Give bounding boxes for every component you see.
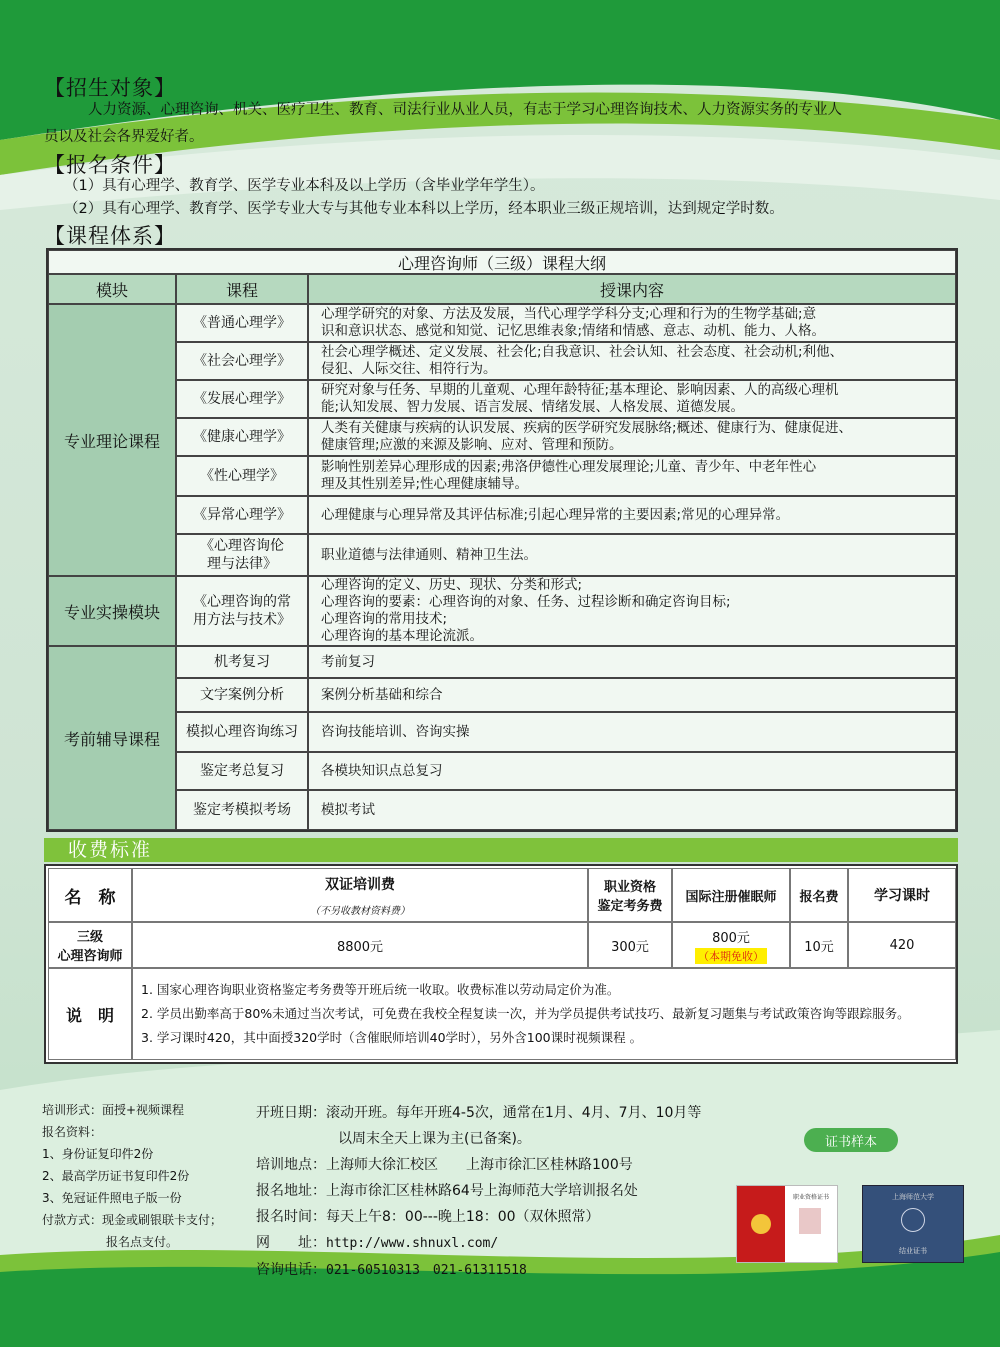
material-3: 3、免冠证件照电子版一份 bbox=[42, 1191, 182, 1205]
curriculum-table-title: 心理咨询师（三级）课程大纲 bbox=[48, 250, 956, 274]
material-2: 2、最高学历证书复印件2份 bbox=[42, 1169, 190, 1183]
enrollment-text-line-1: 人力资源、心理咨询、机关、医疗卫生、教育、司法行业从业人员，有志于学习心理咨询技术、人力资源实务的专业人 bbox=[88, 102, 842, 118]
certificate-sample-label: 证书样本 bbox=[804, 1128, 898, 1152]
content-counseling-ethics-law: 职业道德与法律通则、精神卫生法。 bbox=[308, 534, 956, 576]
payment-method-2: 报名点支付。 bbox=[106, 1235, 179, 1249]
course-final-review: 鉴定考总复习 bbox=[176, 752, 308, 790]
training-format: 培训形式：面授+视频课程 bbox=[42, 1103, 185, 1117]
training-place-value: 上海师大徐汇校区 上海市徐汇区桂林路100号 bbox=[326, 1157, 633, 1173]
start-date-label: 开班日期： bbox=[256, 1105, 326, 1121]
start-date-value: 滚动开班。每年开班4-5次，通常在1月、4月、7月、10月等 bbox=[326, 1105, 702, 1121]
fees-heading: 收费标准 bbox=[68, 839, 153, 861]
fees-table bbox=[44, 864, 958, 1064]
fee-hypnotherapist-value: 800元 （本期免收） bbox=[672, 922, 790, 968]
fee-header-hours: 学习课时 bbox=[848, 868, 956, 922]
content-abnormal-psychology: 心理健康与心理异常及其评估标准;引起心理异常的主要因素;常见的心理异常。 bbox=[308, 496, 956, 534]
requirement-item-1: （1）具有心理学、教育学、医学专业本科及以上学历（含毕业学年学生）。 bbox=[64, 178, 545, 194]
course-social-psychology: 《社会心理学》 bbox=[176, 342, 308, 380]
fee-note-3: 3. 学习课时420，其中面授320学时（含催眠师培训40学时），另外含100课时视频课程 。 bbox=[141, 1030, 643, 1045]
fee-notes-label: 说 明 bbox=[48, 968, 132, 1060]
fee-row-name: 三级 心理咨询师 bbox=[48, 922, 132, 968]
curriculum-heading: 【课程体系】 bbox=[44, 224, 176, 248]
fees-heading-band bbox=[44, 838, 958, 862]
content-counseling-methods: 心理咨询的定义、历史、现状、分类和形式; 心理咨询的要素：心理咨询的对象、任务、过程诊断和确定咨询目标; 心理咨询的常用技术; 心理咨询的基本理论流派。 bbox=[308, 576, 956, 646]
content-general-psychology: 心理学研究的对象、方法及发展，当代心理学学科分支;心理和行为的生物学基础;意 识和意识状态、感觉和知觉、记忆思维表象;情绪和情感、意志、动机、能力、人格。 bbox=[308, 304, 956, 342]
material-1: 1、身份证复印件2份 bbox=[42, 1147, 154, 1161]
course-abnormal-psychology: 《异常心理学》 bbox=[176, 496, 308, 534]
fee-note-1: 1. 国家心理咨询职业资格鉴定考务费等开班后统一收取。收费标准以劳动局定价为准。 bbox=[141, 982, 620, 997]
fee-training-value: 8800元 bbox=[132, 922, 588, 968]
signup-address-value: 上海市徐汇区桂林路64号上海师范大学培训报名处 bbox=[326, 1183, 638, 1199]
national-emblem-icon bbox=[751, 1214, 771, 1234]
start-date-value-2: 以周末全天上课为主(已备案)。 bbox=[338, 1131, 531, 1147]
content-mock-exam: 模拟考试 bbox=[308, 790, 956, 830]
course-sexual-psychology: 《性心理学》 bbox=[176, 456, 308, 496]
signup-address-label: 报名地址： bbox=[256, 1183, 326, 1199]
content-final-review: 各模块知识点总复习 bbox=[308, 752, 956, 790]
phone-value: 021-60510313 021-61311518 bbox=[326, 1263, 527, 1278]
content-developmental-psychology: 研究对象与任务、早期的儿童观、心理年龄特征;基本理论、影响因素、人的高级心理机 能;认知发展、智力发展、语言发展、情绪发展、人格发展、道德发展。 bbox=[308, 380, 956, 418]
certificate-image-university: 上海师范大学 结业证书 bbox=[862, 1185, 964, 1263]
content-health-psychology: 人类有关健康与疾病的认识发展、疾病的医学研究发展脉络;概述、健康行为、健康促进、 健康管理;应激的来源及影响、应对、管理和预防。 bbox=[308, 418, 956, 456]
module-professional-theory: 专业理论课程 bbox=[48, 304, 176, 576]
content-computer-exam-review: 考前复习 bbox=[308, 646, 956, 678]
payment-method: 付款方式：现金或刷银联卡支付； bbox=[42, 1213, 223, 1227]
fee-header-name: 名 称 bbox=[48, 868, 132, 922]
course-health-psychology: 《健康心理学》 bbox=[176, 418, 308, 456]
course-counseling-ethics-law: 《心理咨询伦理与法律》 bbox=[176, 534, 308, 576]
phone-label: 咨询电话： bbox=[256, 1262, 326, 1278]
col-header-course: 课程 bbox=[176, 274, 308, 304]
signup-time-value: 每天上午8：00---晚上18：00（双休照常） bbox=[326, 1209, 600, 1225]
training-place-label: 培训地点： bbox=[256, 1157, 326, 1173]
content-sexual-psychology: 影响性别差异心理形成的因素;弗洛伊德性心理发展理论;儿童、青少年、中老年性心 理及其性别差异;性心理健康辅导。 bbox=[308, 456, 956, 496]
signup-time-label: 报名时间： bbox=[256, 1209, 326, 1225]
fee-header-exam: 职业资格 鉴定考务费 bbox=[588, 868, 672, 922]
fee-note-2: 2. 学员出勤率高于80%未通过当次考试，可免费在我校全程复读一次，并为学员提供考试技巧、最新复习题集与考试政策咨询等跟踪服务。 bbox=[141, 1006, 910, 1021]
university-seal-icon bbox=[901, 1208, 925, 1232]
course-mock-exam: 鉴定考模拟考场 bbox=[176, 790, 308, 830]
fee-header-signup: 报名费 bbox=[790, 868, 848, 922]
fee-signup-value: 10元 bbox=[790, 922, 848, 968]
content-mock-counseling: 咨询技能培训、咨询实操 bbox=[308, 712, 956, 752]
website-link[interactable]: http://www.shnuxl.com/ bbox=[326, 1236, 499, 1251]
course-developmental-psychology: 《发展心理学》 bbox=[176, 380, 308, 418]
fee-header-hypnotherapist: 国际注册催眠师 bbox=[672, 868, 790, 922]
free-badge: （本期免收） bbox=[695, 948, 767, 964]
col-header-module: 模块 bbox=[48, 274, 176, 304]
course-mock-counseling: 模拟心理咨询练习 bbox=[176, 712, 308, 752]
course-counseling-methods: 《心理咨询的常用方法与技术》 bbox=[176, 576, 308, 646]
materials-label: 报名资料： bbox=[42, 1125, 103, 1139]
fee-header-training: 双证培训费 （不另收教材资料费） bbox=[132, 868, 588, 922]
fee-notes bbox=[132, 968, 956, 1060]
course-general-psychology: 《普通心理学》 bbox=[176, 304, 308, 342]
course-computer-exam-review: 机考复习 bbox=[176, 646, 308, 678]
module-professional-practice: 专业实操模块 bbox=[48, 576, 176, 646]
photo-placeholder bbox=[799, 1208, 821, 1234]
content-case-analysis: 案例分析基础和综合 bbox=[308, 678, 956, 712]
fee-exam-value: 300元 bbox=[588, 922, 672, 968]
course-case-analysis: 文字案例分析 bbox=[176, 678, 308, 712]
module-exam-prep: 考前辅导课程 bbox=[48, 646, 176, 830]
col-header-content: 授课内容 bbox=[308, 274, 956, 304]
enrollment-text-line-2: 员以及社会各界爱好者。 bbox=[44, 129, 204, 145]
content-social-psychology: 社会心理学概述、定义发展、社会化;自我意识、社会认知、社会态度、社会动机;利他、 侵犯、人际交往、相符行为。 bbox=[308, 342, 956, 380]
enrollment-heading: 【招生对象】 bbox=[44, 76, 176, 100]
footer-contact-info bbox=[256, 1100, 701, 1284]
certificate-image-professional: 职业资格证书 bbox=[736, 1185, 838, 1263]
curriculum-table bbox=[46, 248, 958, 832]
requirements-heading: 【报名条件】 bbox=[44, 153, 176, 177]
requirement-item-2: （2）具有心理学、教育学、医学专业大专与其他专业本科以上学历，经本职业三级正规培训，达到规定学时数。 bbox=[64, 201, 784, 217]
website-label: 网 址： bbox=[256, 1235, 326, 1251]
footer-left-info bbox=[42, 1099, 222, 1253]
fee-hours-value: 420 bbox=[848, 922, 956, 968]
